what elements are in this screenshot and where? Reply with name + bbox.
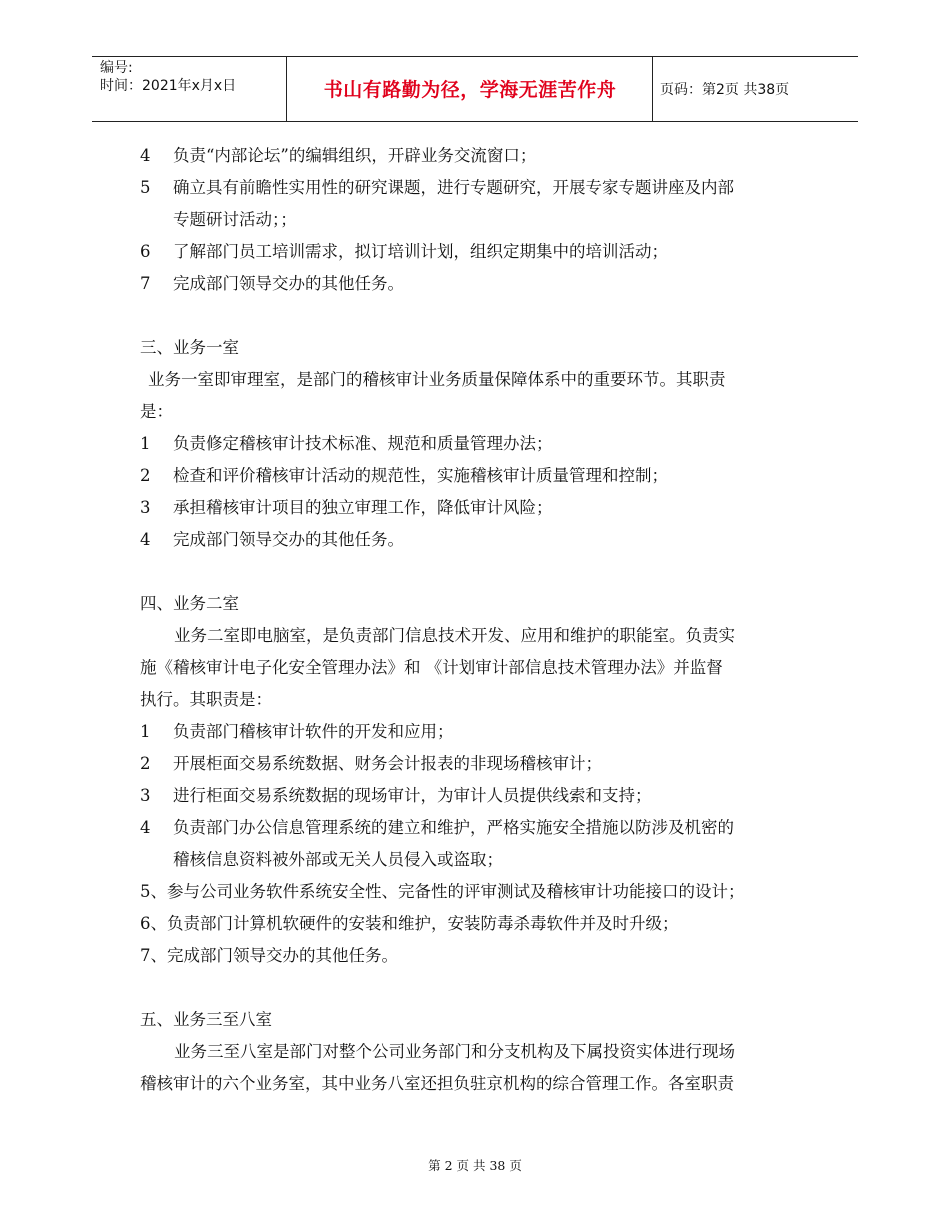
list-item [140,754,602,774]
list-item-text: 完成部门领导交办的其他任务。 [173,274,404,293]
paragraph-line: 业务一室即审理室，是部门的稽核审计业务质量保障体系中的重要环节。其职责 [148,370,726,389]
list-item [140,818,734,838]
page-footer: 第 2 页 共 38 页 [428,1158,522,1173]
paragraph-line: 施《稽核审计电子化安全管理办法》和 《计划审计部信息技术管理办法》并监督 [140,658,723,677]
list-item [140,178,734,198]
header-page-info: 页码：第2页 共38页 [660,82,790,98]
list-item [140,722,454,742]
list-item-number: 3 [140,498,151,517]
list-item [140,242,668,262]
list-item-text: 确立具有前瞻性实用性的研究课题，进行专题研究，开展专家专题讲座及内部 [173,178,734,197]
list-item-number: 4 [140,818,151,837]
list-item-text: 完成部门领导交办的其他任务。 [173,530,404,549]
list-item-number: 1 [140,722,151,741]
list-item: 5、参与公司业务软件系统安全性、完备性的评审测试及稽核审计功能接口的设计； [140,882,745,901]
list-item-text: 负责“内部论坛”的编辑组织，开辟业务交流窗口； [173,146,537,165]
list-item-number: 7 [140,274,151,293]
paragraph-line: 稽核审计的六个业务室，其中业务八室还担负驻京机构的综合管理工作。各室职责 [140,1074,734,1093]
list-item [140,466,668,486]
header-motto: 书山有路勤为径，学海无涯苦作舟 [323,79,617,101]
list-item [140,786,652,806]
header-divider [286,57,287,121]
list-item-continuation: 稽核信息资料被外部或无关人员侵入或盗取； [173,850,503,869]
section-heading: 四、业务二室 [140,594,239,613]
list-item-text: 了解部门员工培训需求，拟订培训计划，组织定期集中的培训活动； [173,242,668,261]
list-item-text: 负责部门稽核审计软件的开发和应用； [173,722,454,741]
list-item-number: 4 [140,146,151,165]
header-number-label: 编号: [100,60,133,76]
list-item [140,146,536,166]
list-item-text: 进行柜面交易系统数据的现场审计，为审计人员提供线索和支持； [173,786,652,805]
page-header [92,56,858,122]
list-item-number: 2 [140,466,151,485]
header-time-label: 时间：2021年x月x日 [100,78,237,94]
list-item-number: 6 [140,242,151,261]
list-item-continuation: 专题研讨活动；； [173,210,297,229]
list-item [140,434,553,454]
paragraph-line: 业务二室即电脑室，是负责部门信息技术开发、应用和维护的职能室。负责实 [174,626,735,645]
list-item-text: 承担稽核审计项目的独立审理工作，降低审计风险； [173,498,553,517]
paragraph-line: 是： [140,402,173,421]
paragraph-line: 业务三至八室是部门对整个公司业务部门和分支机构及下属投资实体进行现场 [174,1042,735,1061]
list-item-text: 开展柜面交易系统数据、财务会计报表的非现场稽核审计； [173,754,602,773]
section-heading: 三、业务一室 [140,338,239,357]
list-item-text: 负责部门办公信息管理系统的建立和维护，严格实施安全措施以防涉及机密的 [173,818,734,837]
list-item-number: 3 [140,786,151,805]
list-item: 6、负责部门计算机软硬件的安装和维护，安装防毒杀毒软件并及时升级； [140,914,679,933]
list-item-number: 2 [140,754,151,773]
header-divider [652,57,653,121]
list-item [140,498,553,518]
paragraph-line: 执行。其职责是： [140,690,272,709]
list-item-text: 检查和评价稽核审计活动的规范性，实施稽核审计质量管理和控制； [173,466,668,485]
list-item-number: 4 [140,530,151,549]
section-heading: 五、业务三至八室 [140,1010,272,1029]
list-item [140,530,404,550]
list-item-text: 负责修定稽核审计技术标准、规范和质量管理办法； [173,434,553,453]
list-item [140,274,404,294]
list-item: 7、完成部门领导交办的其他任务。 [140,946,398,965]
list-item-number: 1 [140,434,151,453]
header-meta [100,59,236,95]
list-item-number: 5 [140,178,151,197]
